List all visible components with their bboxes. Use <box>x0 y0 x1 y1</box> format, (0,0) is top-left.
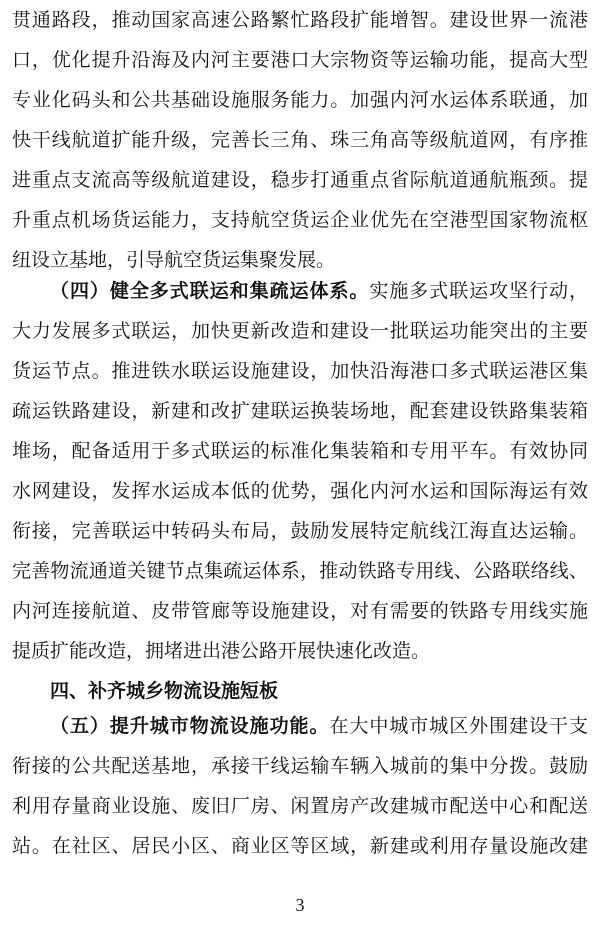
paragraph-line: 快干线航道扩能升级，完善长三角、珠三角高等级航道网，有序推 <box>12 129 588 151</box>
section-heading: 四、补齐城乡物流设施短板 <box>50 680 279 702</box>
section-4-first-line <box>50 271 588 311</box>
paragraph-line: 堆场，配备适用于多式联运的标准化集装箱和专用平车。有效协同 <box>12 440 588 462</box>
page-number: 3 <box>295 895 305 915</box>
paragraph-line: 提质扩能改造，拥堵进出港公路开展快速化改造。 <box>12 640 431 662</box>
paragraph-line: 利用存量商业设施、废旧厂房、闲置房产改建城市配送中心和配送 <box>12 795 588 817</box>
paragraph-line: 内河连接航道、皮带管廊等设施建设，对有需要的铁路专用线实施 <box>12 600 588 622</box>
section-5-title: （五）提升城市物流设施功能。 <box>50 715 330 737</box>
paragraph-line: 专业化码头和公共基础设施服务能力。加强内河水运体系联通，加 <box>12 89 588 111</box>
paragraph-line: 完善物流通道关键节点集疏运体系，推动铁路专用线、公路联络线、 <box>12 560 588 582</box>
section-5-first-text: 在大中城市城区外围建设干支 <box>329 715 588 737</box>
paragraph-line: 大力发展多式联运，加快更新改造和建设一批联运功能突出的主要 <box>12 320 588 342</box>
paragraph-line: 衔接，完善联运中转码头布局，鼓励发展特定航线江海直达运输。 <box>12 520 588 542</box>
paragraph-line: 疏运铁路建设，新建和改扩建联运换装场地，配套建设铁路集装箱 <box>12 400 588 422</box>
paragraph-line: 水网建设，发挥水运成本低的优势，强化内河水运和国际海运有效 <box>12 480 588 502</box>
paragraph-line: 站。在社区、居民小区、商业区等区域，新建或利用存量设施改建 <box>12 835 588 857</box>
section-4-title: （四）健全多式联运和集疏运体系。 <box>50 280 370 302</box>
paragraph-line: 贯通路段，推动国家高速公路繁忙路段扩能增智。建设世界一流港 <box>12 9 588 31</box>
section-5-first-line <box>50 706 588 746</box>
paragraph-line: 升重点机场货运能力，支持航空货运企业优先在空港型国家物流枢 <box>12 209 588 231</box>
paragraph-line: 衔接的公共配送基地，承接干线运输车辆入城前的集中分拨。鼓励 <box>12 755 588 777</box>
paragraph-line: 进重点支流高等级航道建设，稳步打通重点省际航道通航瓶颈。提 <box>12 169 588 191</box>
paragraph-line: 口，优化提升沿海及内河主要港口大宗物资等运输功能，提高大型 <box>12 49 588 71</box>
paragraph-line: 纽设立基地，引导航空货运集聚发展。 <box>12 249 336 271</box>
paragraph-line: 货运节点。推进铁水联运设施建设，加快沿海港口多式联运港区集 <box>12 360 588 382</box>
section-4-first-text: 实施多式联运攻坚行动， <box>369 280 588 302</box>
